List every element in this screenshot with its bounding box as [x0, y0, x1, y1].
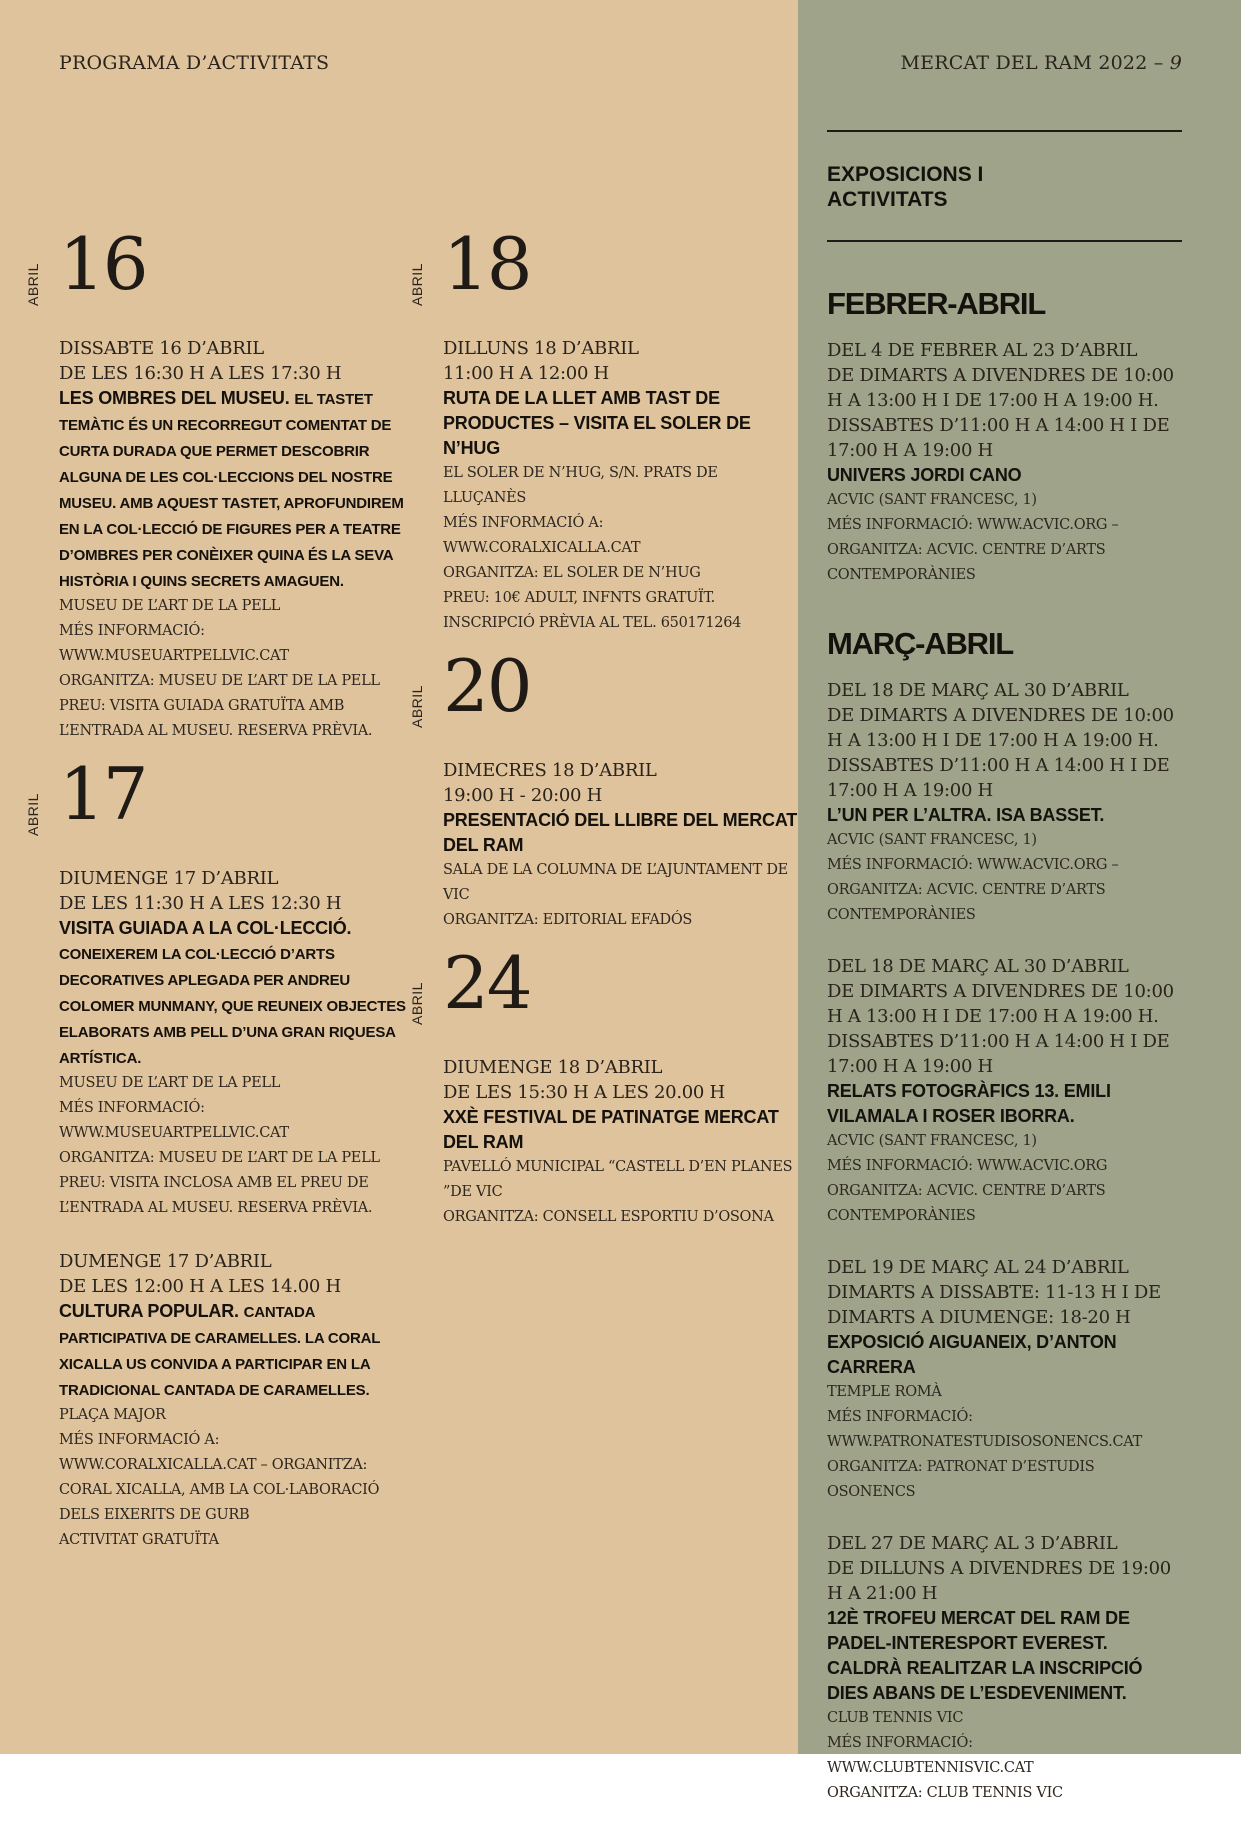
- event-title: [59, 386, 419, 594]
- event-more-info-label: MÉS INFORMACIÓ:: [827, 1409, 973, 1425]
- day-number: 17: [59, 752, 147, 836]
- event-title: [59, 916, 419, 1071]
- event-cultura-popular: [59, 1249, 419, 1553]
- event-title-text: VISITA GUIADA A LA COL·LECCIÓ.: [59, 918, 352, 938]
- event-organizer: ORGANITZA: ACVIC. CENTRE D’ARTS CONTEMPORÀNIES: [827, 1183, 1106, 1224]
- event-trofeu-padel: [827, 1531, 1182, 1806]
- event-price: PREU: VISITA GUIADA GRATUÏTA AMB L’ENTRADA AL MUSEU. RESERVA PRÈVIA.: [59, 698, 373, 739]
- event-organizer: ORGANITZA: MUSEU DE L’ART DE LA PELL: [59, 673, 380, 689]
- event-time: DE LES 15:30 H A LES 20.00 H: [443, 1082, 725, 1103]
- event-more-info: MÉS INFORMACIÓ: WWW.CLUBTENNISVIC.CAT: [827, 1735, 1034, 1776]
- event-title-text: LES OMBRES DEL MUSEU.: [59, 388, 290, 408]
- month-label: ABRIL: [25, 263, 41, 306]
- event-title: L’UN PER L’ALTRA. ISA BASSET.: [827, 805, 1105, 825]
- event-title: UNIVERS JORDI CANO: [827, 465, 1022, 485]
- event-ruta-llet: [443, 336, 798, 636]
- event-location: ACVIC (SANT FRANCESC, 1): [827, 1133, 1037, 1149]
- event-isa-basset: [827, 678, 1182, 928]
- event-presentacio-llibre: [443, 758, 798, 933]
- day-header-18: [409, 222, 798, 336]
- event-more-info: MÉS INFORMACIÓ A: WWW.CORALXICALLA.CAT: [443, 515, 641, 556]
- event-title: [59, 1299, 419, 1403]
- event-schedule: DE DIMARTS A DIVENDRES DE 10:00 H A 13:00 H I DE 17:00 H A 19:00 H. DISSABTES D’11:00 H A 14:00 H I DE 17:00 H A 19:00 H: [827, 365, 1174, 461]
- event-date: DEL 18 DE MARÇ AL 30 D’ABRIL: [827, 680, 1129, 701]
- event-date: DIUMENGE 18 D’ABRIL: [443, 1057, 663, 1078]
- month-label: ABRIL: [409, 982, 425, 1025]
- column-april-18-24: [409, 222, 798, 1244]
- event-location: CLUB TENNIS VIC: [827, 1710, 964, 1726]
- event-date: DEL 19 DE MARÇ AL 24 D’ABRIL: [827, 1257, 1129, 1278]
- divider-top: [827, 130, 1182, 132]
- event-organizer: ORGANITZA: CONSELL ESPORTIU D’OSONA: [443, 1209, 774, 1225]
- day-header-16: [25, 222, 419, 336]
- month-label: ABRIL: [409, 685, 425, 728]
- event-title: PRESENTACIÓ DEL LLIBRE DEL MERCAT DEL RAM: [443, 810, 798, 855]
- event-organizer: ORGANITZA: EDITORIAL EFADÓS: [443, 912, 693, 928]
- event-price: PREU: VISITA INCLOSA AMB EL PREU DE L’ENTRADA AL MUSEU. RESERVA PRÈVIA.: [59, 1175, 373, 1216]
- event-location: ACVIC (SANT FRANCESC, 1): [827, 492, 1037, 508]
- event-date: DIMECRES 18 D’ABRIL: [443, 760, 657, 781]
- column-exhibitions: [827, 130, 1182, 1832]
- section-febrer-abril: FEBRER-ABRIL: [827, 286, 1046, 321]
- event-location: MUSEU DE L’ART DE LA PELL: [59, 598, 281, 614]
- day-header-20: [409, 644, 798, 758]
- event-location: ACVIC (SANT FRANCESC, 1): [827, 832, 1037, 848]
- event-organizer: ORGANITZA: PATRONAT D’ESTUDIS OSONENCS: [827, 1459, 1095, 1500]
- event-schedule: DE DILLUNS A DIVENDRES DE 19:00 H A 21:00 H: [827, 1558, 1171, 1604]
- column-april-16-17: [25, 222, 419, 1567]
- section-marc-abril: MARÇ-ABRIL: [827, 626, 1014, 661]
- event-more-info: MÉS INFORMACIÓ: WWW.ACVIC.ORG: [827, 1158, 1108, 1174]
- event-organizer: ORGANITZA: CLUB TENNIS VIC: [827, 1785, 1063, 1801]
- month-label: ABRIL: [25, 793, 41, 836]
- event-title: XXÈ FESTIVAL DE PATINATGE MERCAT DEL RAM: [443, 1107, 779, 1152]
- event-date: DUMENGE 17 D’ABRIL: [59, 1251, 272, 1272]
- event-description: CONEIXEREM LA COL·LECCIÓ D’ARTS DECORATIVES APLEGADA PER ANDREU COLOMER MUNMANY, QUE REUNEIX OBJECTES ELABORATS AMB PELL D’UNA GRAN RIQUESA ARTÍSTICA.: [59, 946, 406, 1067]
- event-location: SALA DE LA COLUMNA DE L’AJUNTAMENT DE VIC: [443, 862, 788, 903]
- event-date: DISSABTE 16 D’ABRIL: [59, 338, 264, 359]
- event-relats-fotografics: [827, 954, 1182, 1229]
- event-schedule: DIMARTS A DISSABTE: 11-13 H I DE DIMARTS A DIUMENGE: 18-20 H: [827, 1282, 1161, 1328]
- month-label: ABRIL: [409, 263, 425, 306]
- event-time: DE LES 11:30 H A LES 12:30 H: [59, 893, 342, 914]
- event-time: DE LES 12:00 H A LES 14.00 H: [59, 1276, 341, 1297]
- event-title: EXPOSICIÓ AIGUANEIX, D’ANTON CARRERA: [827, 1332, 1117, 1377]
- event-visita-guiada: [59, 866, 419, 1221]
- event-aiguaneix: [827, 1255, 1182, 1505]
- event-more-info: MÉS INFORMACIÓ: WWW.ACVIC.ORG – ORGANITZA: ACVIC. CENTRE D’ARTS CONTEMPORÀNIES: [827, 517, 1119, 583]
- event-organizer: ORGANITZA: MUSEU DE L’ART DE LA PELL: [59, 1150, 380, 1166]
- day-header-17: [25, 752, 419, 866]
- event-time: 11:00 H A 12:00 H: [443, 363, 609, 384]
- day-number: 18: [443, 222, 531, 306]
- event-price: ACTIVITAT GRATUÏTA: [59, 1532, 219, 1548]
- day-header-24: [409, 941, 798, 1055]
- event-title: RELATS FOTOGRÀFICS 13. EMILI VILAMALA I ROSER IBORRA.: [827, 1081, 1111, 1126]
- event-location: MUSEU DE L’ART DE LA PELL: [59, 1075, 281, 1091]
- event-more-info-url: WWW.PATRONATESTUDISOSONENCS.CAT: [827, 1434, 1143, 1450]
- day-number: 16: [59, 222, 147, 306]
- event-organizer: ORGANITZA: EL SOLER DE N’HUG: [443, 565, 701, 581]
- divider-bottom: [827, 240, 1182, 242]
- event-description: EL TASTET TEMÀTIC ÉS UN RECORREGUT COMENTAT DE CURTA DURADA QUE PERMET DESCOBRIR ALGUNA DE LES COL·LECCIONS DEL NOSTRE MUSEU. AMB AQUEST TASTET, APROFUNDIREM EN LA COL·LECCIÓ DE FIGURES PER A TEATRE D’OMBRES PER CONÈIXER QUINA ÉS LA SEVA HISTÒRIA I QUINS SECRETS AMAGUEN.: [59, 391, 404, 590]
- event-schedule: DE DIMARTS A DIVENDRES DE 10:00 H A 13:00 H I DE 17:00 H A 19:00 H. DISSABTES D’11:00 H A 14:00 H I DE 17:00 H A 19:00 H: [827, 981, 1174, 1077]
- day-number: 24: [443, 941, 531, 1025]
- event-location: TEMPLE ROMÀ: [827, 1384, 942, 1400]
- header-section-title: PROGRAMA D’ACTIVITATS: [59, 52, 330, 74]
- event-schedule: DE DIMARTS A DIVENDRES DE 10:00 H A 13:00 H I DE 17:00 H A 19:00 H. DISSABTES D’11:00 H A 14:00 H I DE 17:00 H A 19:00 H: [827, 705, 1174, 801]
- event-time: 19:00 H - 20:00 H: [443, 785, 603, 806]
- header-publication: MERCAT DEL RAM 2022 –: [900, 52, 1170, 74]
- event-date: DEL 18 DE MARÇ AL 30 D’ABRIL: [827, 956, 1129, 977]
- event-festival-patinatge: [443, 1055, 798, 1230]
- exhibitions-heading: EXPOSICIONS I ACTIVITATS: [827, 163, 984, 211]
- page-number: 9: [1169, 52, 1182, 74]
- event-date: DILLUNS 18 D’ABRIL: [443, 338, 639, 359]
- event-location: PLAÇA MAJOR: [59, 1407, 166, 1423]
- event-date: DEL 27 DE MARÇ AL 3 D’ABRIL: [827, 1533, 1118, 1554]
- event-title-text: CULTURA POPULAR.: [59, 1301, 239, 1321]
- event-location: PAVELLÓ MUNICIPAL “CASTELL D’EN PLANES ”DE VIC: [443, 1159, 793, 1200]
- event-description: CANTADA PARTICIPATIVA DE CARAMELLES. LA CORAL XICALLA US CONVIDA A PARTICIPAR EN LA TRADICIONAL CANTADA DE CARAMELLES.: [59, 1304, 380, 1399]
- day-number: 20: [443, 644, 531, 728]
- event-time: DE LES 16:30 H A LES 17:30 H: [59, 363, 342, 384]
- event-date: DIUMENGE 17 D’ABRIL: [59, 868, 279, 889]
- header-page-info: [901, 52, 1182, 74]
- event-ombres-museu: [59, 336, 419, 744]
- event-more-info: MÉS INFORMACIÓ A: WWW.CORALXICALLA.CAT – ORGANITZA: CORAL XICALLA, AMB LA COL·LABORACIÓ DELS EIXERITS DE GURB: [59, 1432, 380, 1523]
- event-price: PREU: 10€ ADULT, INFNTS GRATUÏT. INSCRIPCIÓ PRÈVIA AL TEL. 650171264: [443, 590, 742, 631]
- event-location: EL SOLER DE N’HUG, S/N. PRATS DE LLUÇANÈS: [443, 465, 718, 506]
- event-title: 12È TROFEU MERCAT DEL RAM DE PADEL-INTERESPORT EVEREST. CALDRÀ REALITZAR LA INSCRIPCIÓ DIES ABANS DE L’ESDEVENIMENT.: [827, 1608, 1143, 1703]
- event-date: DEL 4 DE FEBRER AL 23 D’ABRIL: [827, 340, 1138, 361]
- event-more-info: MÉS INFORMACIÓ: WWW.MUSEUARTPELLVIC.CAT: [59, 623, 289, 664]
- event-univers-jordi-cano: [827, 338, 1182, 588]
- event-more-info: MÉS INFORMACIÓ: WWW.ACVIC.ORG – ORGANITZA: ACVIC. CENTRE D’ARTS CONTEMPORÀNIES: [827, 857, 1119, 923]
- event-title: RUTA DE LA LLET AMB TAST DE PRODUCTES – VISITA EL SOLER DE N’HUG: [443, 388, 751, 458]
- event-more-info: MÉS INFORMACIÓ: WWW.MUSEUARTPELLVIC.CAT: [59, 1100, 289, 1141]
